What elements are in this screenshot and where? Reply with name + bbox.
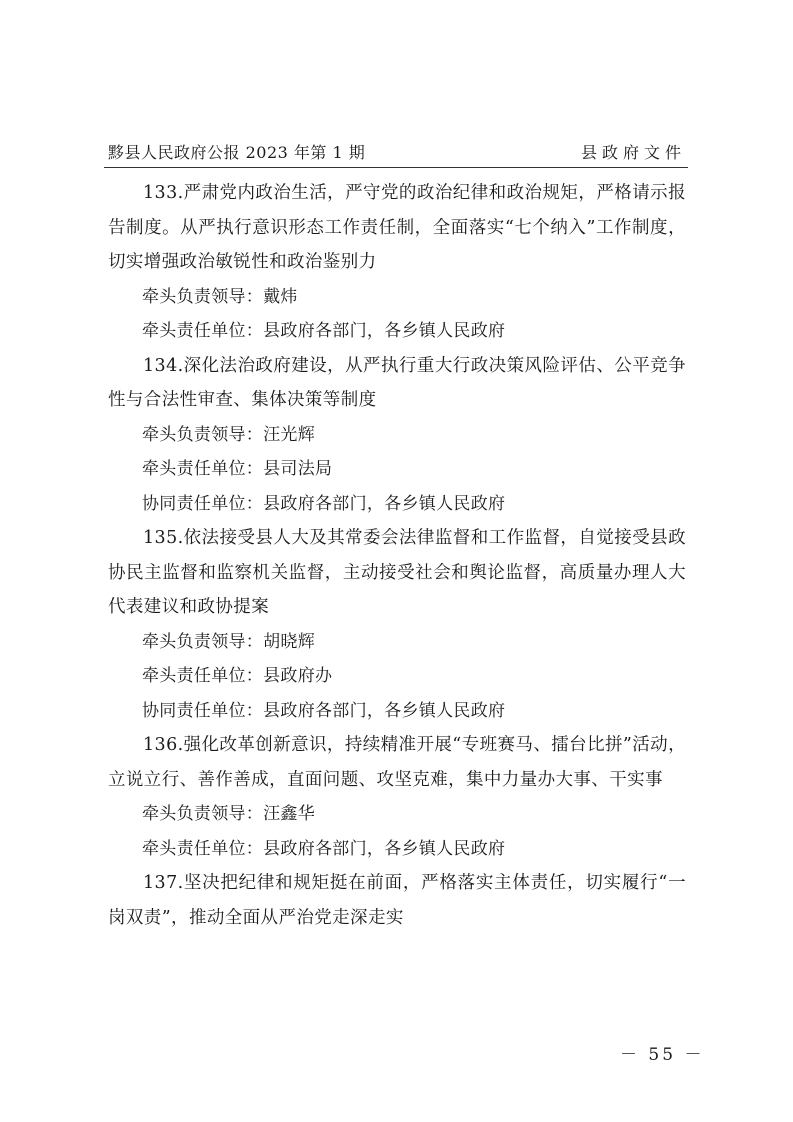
lead-unit-134: 牵头责任单位：县司法局 [142, 459, 333, 479]
item-136-text: 136.强化改革创新意识，持续精准开展“专班赛马、擂台比拼”活动，立说立行、善作善成，直面问题、攻坚克难，集中力量办大事、干实事 [108, 735, 686, 790]
lead-unit-133: 牵头责任单位：县政府各部门，各乡镇人民政府 [142, 321, 506, 341]
lead-leader-133: 牵头负责领导：戴炜 [142, 286, 298, 307]
running-header [108, 140, 686, 166]
section-title: 县政府文件 [580, 143, 686, 162]
cooperating-unit-134: 协同责任单位：县政府各部门，各乡镇人民政府 [142, 493, 506, 514]
document-body [108, 176, 686, 935]
item-133-text: 133.严肃党内政治生活，严守党的政治纪律和政治规矩，严格请示报告制度。从严执行意识形态工作责任制，全面落实“七个纳入”工作制度，切实增强政治敏锐性和政治鉴别力 [108, 183, 686, 272]
item-135-text: 135.依法接受县人大及其常委会法律监督和工作监督，自觉接受县政协民主监督和监察机关监督，主动接受社会和舆论监督，高质量办理人大代表建议和政协提案 [108, 528, 686, 617]
publication-title: 黟县人民政府公报 2023 年第 1 期 [108, 143, 366, 162]
lead-leader-135: 牵头负责领导：胡晓辉 [142, 631, 315, 652]
lead-leader-134: 牵头负责领导：汪光辉 [142, 424, 315, 445]
item-137-text: 137.坚决把纪律和规矩挺在前面，严格落实主体责任，切实履行“一岗双责”，推动全面从严治党走深走实 [108, 873, 686, 928]
lead-unit-135: 牵头责任单位：县政府办 [142, 666, 333, 686]
header-rule [104, 167, 688, 168]
cooperating-unit-135: 协同责任单位：县政府各部门，各乡镇人民政府 [142, 700, 506, 721]
lead-leader-136: 牵头负责领导：汪鑫华 [142, 804, 315, 824]
item-134-text: 134.深化法治政府建设，从严执行重大行政决策风险评估、公平竞争性与合法性审查、集体决策等制度 [108, 355, 686, 410]
page-number: － 55 － [620, 1045, 705, 1065]
lead-unit-136: 牵头责任单位：县政府各部门，各乡镇人民政府 [142, 838, 506, 859]
